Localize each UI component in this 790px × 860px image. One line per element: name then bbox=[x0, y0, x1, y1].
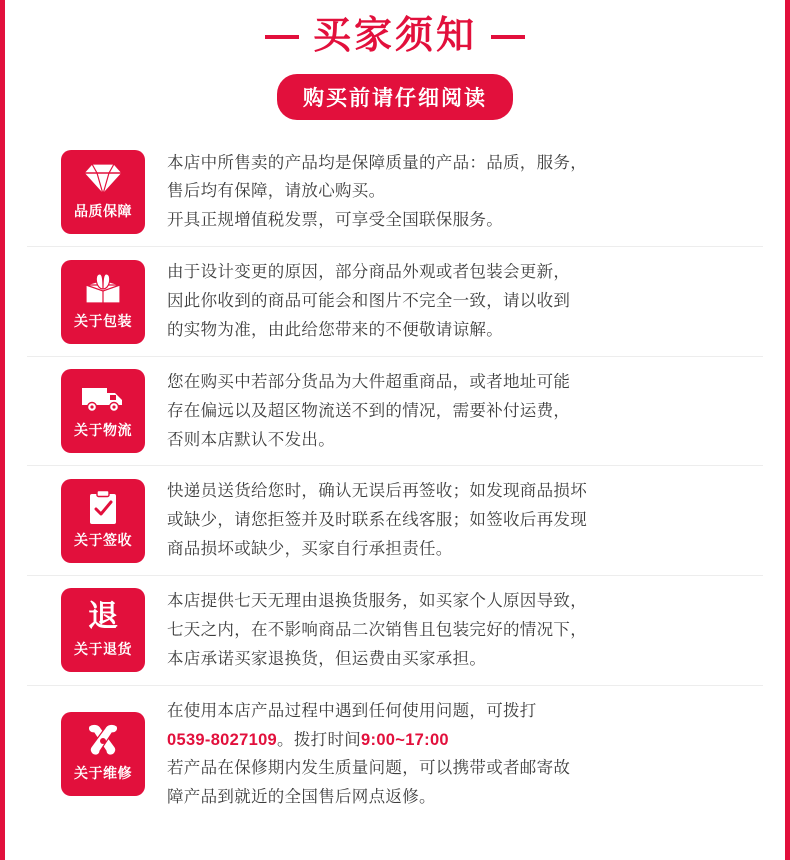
notice-row-signing bbox=[27, 466, 763, 576]
notice-text-repair bbox=[167, 697, 763, 813]
phone-mid-text: 。拨打时间 bbox=[277, 730, 362, 749]
truck-icon bbox=[80, 375, 126, 421]
title-row bbox=[5, 14, 785, 60]
page-title: 买家须知 bbox=[312, 15, 477, 57]
badge-caption: 关于物流 bbox=[74, 422, 132, 439]
notice-line: 由于设计变更的原因，部分商品外观或者包装会更新， bbox=[167, 263, 571, 282]
notice-row-quality bbox=[27, 138, 763, 248]
page-subtitle: 购买前请仔细阅读 bbox=[277, 74, 513, 120]
notice-text-signing bbox=[167, 477, 763, 564]
notice-line: 否则本店默认不发出。 bbox=[167, 430, 335, 449]
notice-line: 的实物为准，由此给您带来的不便敬请谅解。 bbox=[167, 320, 503, 339]
subtitle-wrap bbox=[5, 74, 785, 120]
page-header bbox=[5, 0, 785, 120]
notice-row-packaging bbox=[27, 247, 763, 357]
notice-line: 商品损坏或缺少，买家自行承担责任。 bbox=[167, 540, 453, 559]
notice-line-phone bbox=[167, 726, 763, 755]
checklist-icon bbox=[86, 485, 120, 531]
badge-caption: 关于退货 bbox=[74, 641, 132, 658]
wrench-screwdriver-icon bbox=[82, 718, 124, 764]
notice-line: 七天之内，在不影响商品二次销售且包装完好的情况下， bbox=[167, 620, 587, 639]
notice-line: 您在购买中若部分货品为大件超重商品，或者地址可能 bbox=[167, 372, 571, 391]
notice-line: 若产品在保修期内发生质量问题，可以携带或者邮寄故 bbox=[167, 759, 571, 778]
badge-packaging bbox=[61, 260, 145, 344]
notice-text-packaging bbox=[167, 258, 763, 345]
title-rule-left bbox=[265, 35, 299, 39]
badge-signing bbox=[61, 479, 145, 563]
diamond-icon bbox=[83, 156, 123, 202]
notice-line: 因此你收到的商品可能会和图片不完全一致，请以收到 bbox=[167, 292, 571, 311]
notice-line: 在使用本店产品过程中遇到任何使用问题，可拨打 bbox=[167, 701, 537, 720]
badge-logistics bbox=[61, 369, 145, 453]
notice-line: 或缺少，请您拒签并及时联系在线客服；如签收后再发现 bbox=[167, 511, 587, 530]
badge-caption: 关于签收 bbox=[74, 531, 132, 548]
badge-return bbox=[61, 588, 145, 672]
notice-line: 本店承诺买家退换货，但运费由买家承担。 bbox=[167, 649, 487, 668]
badge-caption: 品质保障 bbox=[74, 202, 132, 219]
service-phone: 0539-8027109 bbox=[167, 730, 278, 749]
open-box-icon bbox=[82, 266, 124, 312]
notice-rows bbox=[5, 138, 785, 824]
notice-text-return bbox=[167, 587, 763, 674]
return-icon bbox=[88, 594, 118, 640]
service-hours: 9:00~17:00 bbox=[361, 730, 449, 749]
notice-line: 存在偏远以及超区物流送不到的情况，需要补付运费， bbox=[167, 401, 571, 420]
badge-repair bbox=[61, 712, 145, 796]
badge-quality bbox=[61, 150, 145, 234]
notice-line: 本店提供七天无理由退换货服务，如买家个人原因导致， bbox=[167, 592, 587, 611]
badge-caption: 关于包装 bbox=[74, 312, 132, 329]
notice-text-quality bbox=[167, 149, 763, 236]
notice-line: 本店中所售卖的产品均是保障质量的产品：品质，服务， bbox=[167, 153, 587, 172]
notice-line: 障产品到就近的全国售后网点返修。 bbox=[167, 788, 436, 807]
notice-row-logistics bbox=[27, 357, 763, 467]
badge-caption: 关于维修 bbox=[74, 765, 132, 782]
title-rule-right bbox=[491, 35, 525, 39]
notice-row-repair bbox=[27, 686, 763, 824]
notice-row-return bbox=[27, 576, 763, 686]
notice-line: 快递员送货给您时，确认无误后再签收；如发现商品损坏 bbox=[167, 482, 587, 501]
notice-line: 售后均有保障，请放心购买。 bbox=[167, 182, 386, 201]
notice-line: 开具正规增值税发票，可享受全国联保服务。 bbox=[167, 211, 503, 230]
return-glyph-text: 退 bbox=[88, 600, 118, 634]
notice-text-logistics bbox=[167, 368, 763, 455]
